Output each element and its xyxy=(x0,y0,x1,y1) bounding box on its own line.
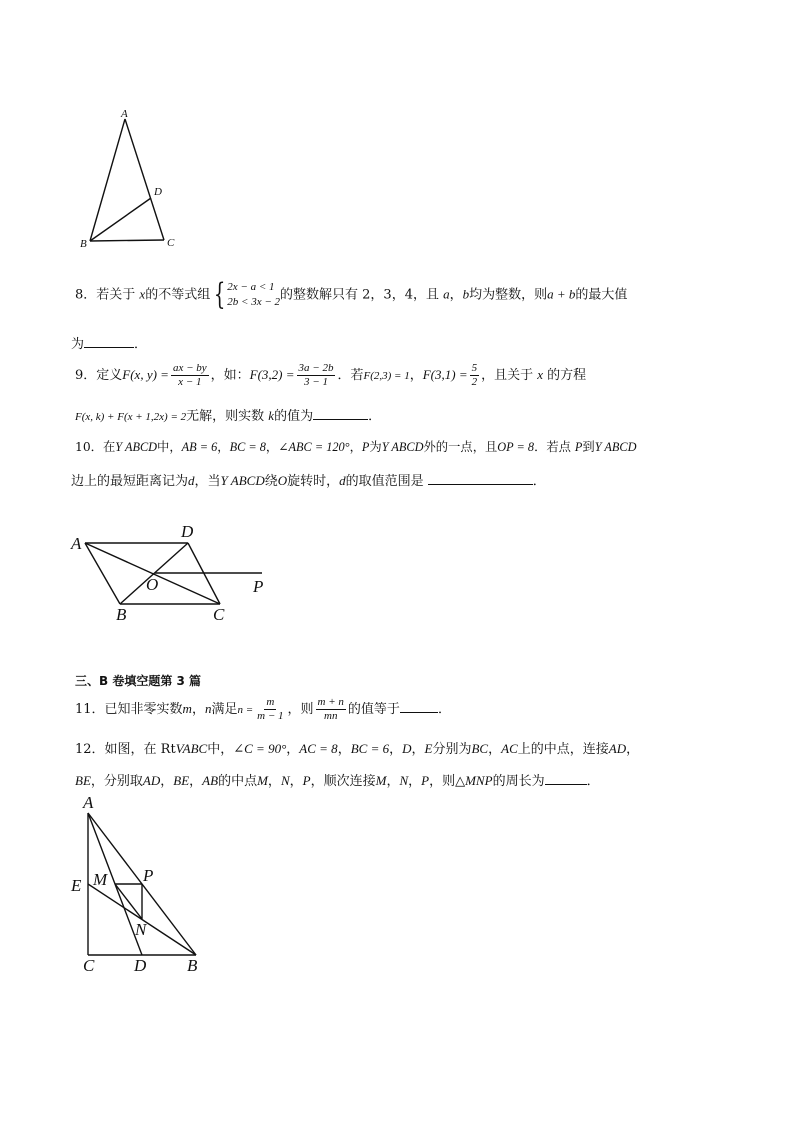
q10-l1-15: P xyxy=(574,440,583,454)
q12-l2-5: ， xyxy=(189,774,203,789)
q10-l1-6: ， xyxy=(265,440,279,454)
fig12-label-n: N xyxy=(135,920,147,939)
q12-l2-15: ， xyxy=(386,774,400,789)
q12-l1-9: D xyxy=(402,741,412,756)
fig12-label-p: P xyxy=(143,866,154,885)
segment-bc xyxy=(90,240,164,241)
q12-l2-7: 的中点 xyxy=(218,774,258,789)
q12-l1-7: BC = 6 xyxy=(350,741,390,756)
q10-l2-5: O xyxy=(277,473,288,488)
q12-l1-8: ， xyxy=(389,742,403,757)
q12-l2-16: N xyxy=(399,773,409,788)
q10-l1-17: Y ABCD xyxy=(594,440,637,454)
q12-l2-6: AB xyxy=(202,773,219,788)
fig10-label-d: D xyxy=(181,522,194,541)
fig12-label-d: D xyxy=(134,956,147,975)
q10-l1-14: ．若点 xyxy=(534,440,575,454)
q10-l1-5: BC = 8 xyxy=(229,440,266,454)
q12-l1-0: 12．如图，在 Rt xyxy=(75,742,176,757)
fig10-label-c: C xyxy=(213,605,225,624)
answer-blank-q12[interactable] xyxy=(545,784,587,785)
q10-l1-11: Y ABCD xyxy=(381,440,424,454)
fig7-label-a: A xyxy=(121,108,128,120)
answer-blank-q11[interactable] xyxy=(400,712,438,713)
segment-ab xyxy=(90,119,125,241)
fig7-label-b: B xyxy=(80,238,87,250)
q12-l2-0: BE xyxy=(75,773,91,788)
q12-l2-8: M xyxy=(257,773,268,788)
q12-l2-4: BE xyxy=(173,773,190,788)
q10-l2-2: ，当 xyxy=(194,474,221,489)
q10-l1-10: 为 xyxy=(369,440,382,454)
q12-l1-3: ∠C = 90° xyxy=(233,741,287,756)
q12-l2-18: P xyxy=(421,773,430,788)
q10-l1-2: 中， xyxy=(157,440,182,454)
segment-mn xyxy=(115,884,142,919)
q12-l1-18: ， xyxy=(626,742,640,757)
q12-l2-1: ，分别取 xyxy=(90,774,143,789)
q10-l2-8: 的取值范围是 xyxy=(345,474,428,489)
q12-l2-19: ，则 xyxy=(429,774,456,789)
q10-l1-12: 外的一点，且 xyxy=(423,440,498,454)
q10-l1-7: ∠ABC = 120° xyxy=(278,440,350,454)
question-9-line-2: F(x, k) + F(x + 1,2x) = 2无解，则实数 k的值为 ． xyxy=(75,408,382,424)
q12-l2-13: ，顺次连接 xyxy=(310,774,376,789)
q10-l2-4: 绕 xyxy=(264,474,278,489)
q12-l2-20: △MNP xyxy=(455,773,493,788)
fraction-expression: $\frac{m + n}{mn}$ xyxy=(317,696,344,722)
q12-l2-21: 的周长为 xyxy=(492,774,545,789)
q10-l1-9: P xyxy=(361,440,370,454)
fig12-label-c: C xyxy=(83,956,95,975)
q12-l1-10: ， xyxy=(411,742,425,757)
q12-l2-3: ， xyxy=(160,774,174,789)
figure-triangle-abc xyxy=(70,105,190,255)
question-12-line-2: BE，分别取AD，BE，AB的中点M，N，P，顺次连接M，N，P，则△MNP的周长为 ． xyxy=(75,773,600,789)
q12-l2-12: P xyxy=(302,773,311,788)
q12-l1-13: BC xyxy=(471,741,489,756)
q12-l1-12: 分别为 xyxy=(432,742,472,757)
question-12-line-1 xyxy=(75,738,639,757)
fig10-label-p: P xyxy=(253,577,264,596)
q12-l2-11: ， xyxy=(289,774,303,789)
q10-l2-1: d xyxy=(188,473,195,488)
fig7-label-c: C xyxy=(167,237,175,249)
q10-l1-3: AB = 6 xyxy=(181,440,218,454)
q12-l1-1: VABC xyxy=(175,741,208,756)
segment-ab xyxy=(85,543,120,604)
question-10-line-1 xyxy=(75,437,637,455)
fig12-label-b: B xyxy=(187,956,198,975)
figure-parallelogram-abcd xyxy=(70,520,280,620)
q12-l2-10: N xyxy=(280,773,290,788)
fraction-f32: $\frac{3a - 2b}{3 - 1}$ xyxy=(298,362,334,388)
q12-l1-2: 中， xyxy=(207,742,234,757)
q10-l1-13: OP = 8 xyxy=(497,440,535,454)
q12-l1-15: AC xyxy=(501,741,518,756)
question-11: 11．已知非零实数m，n满足n = $\frac{m}{m - 1}$ ，则 $\frac{m + n}{mn}$ 的值等于 ． xyxy=(75,696,451,722)
q12-l2-17: ， xyxy=(408,774,422,789)
fig10-label-o: O xyxy=(146,575,159,594)
q12-l1-4: ， xyxy=(286,742,300,757)
fraction-f31: $\frac{5}{2}$ xyxy=(471,362,478,388)
q12-l2-14: M xyxy=(375,773,387,788)
q10-l2-7: d xyxy=(339,473,346,488)
segment-ac xyxy=(125,119,164,240)
question-8-line-1: 8．若关于 x的不等式组 { 2x − a < 1 2b < 3x − 2 的整数解只有 2，3，4，且 a，b均为整数，则a + b的最大值 xyxy=(75,277,628,312)
fig12-label-a: A xyxy=(83,793,94,812)
fig12-label-e: E xyxy=(71,876,82,895)
q10-l1-8: ， xyxy=(349,440,362,454)
fig7-label-d: D xyxy=(154,186,162,198)
fraction-f-def: $\frac{ax - by}{x - 1}$ xyxy=(172,362,207,388)
q10-l1-4: ， xyxy=(217,440,230,454)
q10-l1-1: Y ABCD xyxy=(115,440,158,454)
q10-l1-16: 到 xyxy=(582,440,595,454)
answer-blank-q10[interactable] xyxy=(428,484,533,485)
q10-l2-6: 旋转时， xyxy=(287,474,340,489)
q12-l1-11: E xyxy=(424,741,433,756)
question-10-line-2: 边上的最短距离记为d，当Y ABCD绕O旋转时，d的取值范围是 ． xyxy=(71,473,546,489)
fig10-label-b: B xyxy=(116,605,127,624)
question-8-line-2: 为 ． xyxy=(71,337,148,352)
q10-l1-0: 10．在 xyxy=(75,440,116,454)
q12-l2-2: AD xyxy=(142,773,161,788)
fig10-label-a: A xyxy=(71,534,82,553)
q12-l1-16: 上的中点，连接 xyxy=(517,742,609,757)
q12-l1-17: AD xyxy=(608,741,627,756)
inequality-system: { 2x − a < 1 2b < 3x − 2 xyxy=(214,277,281,312)
segment-bd xyxy=(90,198,151,241)
answer-blank-q9[interactable] xyxy=(313,419,368,420)
q12-l2-9: ， xyxy=(267,774,281,789)
answer-blank-q8[interactable] xyxy=(84,347,134,348)
q10-l2-3: Y ABCD xyxy=(220,473,265,488)
q12-l1-5: AC = 8 xyxy=(299,741,338,756)
q10-l2-0: 边上的最短距离记为 xyxy=(71,474,189,489)
fraction-n: $\frac{m}{m - 1}$ xyxy=(257,696,284,722)
question-9-line-1: 9．定义F(x, y) = $\frac{ax - by}{x - 1}$ ，如：F(3,2) = $\frac{3a - 2b}{3 - 1}$ ．若F(2,3) = 1，F(3,1) = $\frac{5}{2}$ ，且关于 x 的方程 xyxy=(75,362,587,388)
q12-l1-6: ， xyxy=(337,742,351,757)
q12-l1-14: ， xyxy=(488,742,502,757)
section-heading: 三、B 卷填空题第 3 篇 xyxy=(75,674,202,688)
fig12-label-m: M xyxy=(93,870,108,889)
